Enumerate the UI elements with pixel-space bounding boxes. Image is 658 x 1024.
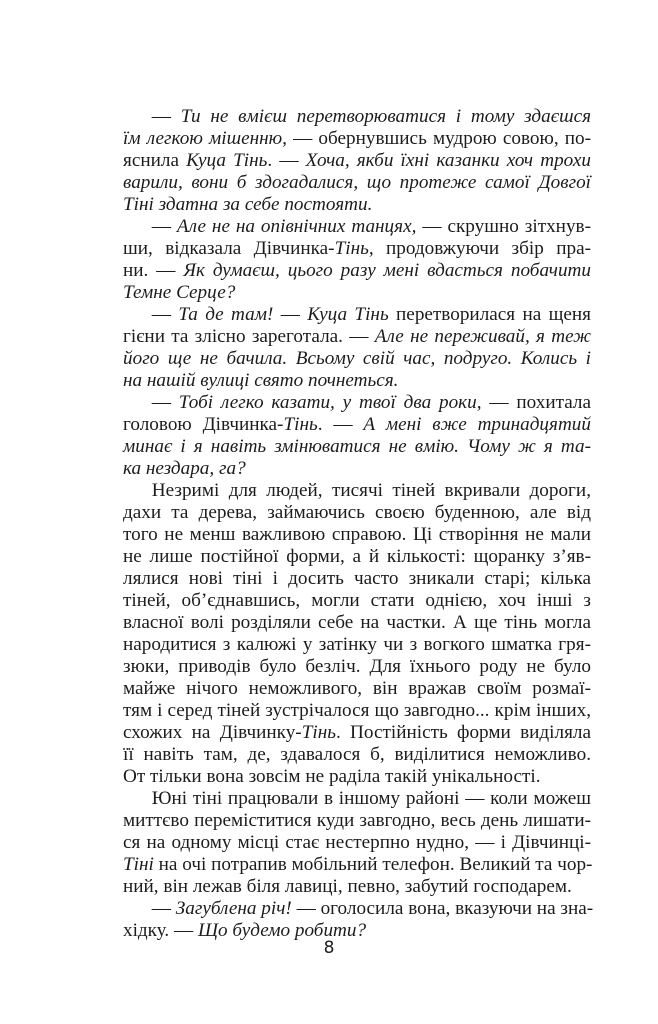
text-segment: —	[123, 216, 177, 237]
text-segment: миттєво переміститися куди завгодно, весь день лишати-	[123, 810, 591, 831]
text-segment: не лише постійної форми, а й кількості: щоранку з’яв-	[123, 546, 591, 567]
text-segment: хідку. —	[123, 920, 198, 941]
text-segment: схожих на Дівчинку-	[123, 722, 302, 743]
text-line	[123, 612, 591, 634]
text-line	[123, 568, 591, 590]
italic-segment: Але не переживай, я теж	[374, 326, 591, 347]
text-segment: яснила	[123, 150, 187, 171]
text-line	[123, 414, 591, 436]
paragraph	[123, 216, 591, 304]
text-line	[123, 150, 591, 172]
text-line	[123, 524, 591, 546]
text-line	[123, 436, 591, 458]
text-line	[123, 766, 591, 788]
text-segment: ся на одному місці стає нестерпно нудно, — і Дівчинці-	[123, 832, 591, 853]
text-segment: майже нічого неможливого, він вражав своїм розмаї-	[123, 678, 591, 699]
text-segment: перетворилася на щеня	[388, 304, 591, 325]
text-line	[123, 722, 591, 744]
text-line	[123, 744, 591, 766]
text-segment: —	[123, 392, 179, 413]
italic-segment: їм легкою мішенню,	[123, 128, 287, 149]
text-line	[123, 590, 591, 612]
text-segment: — похитала	[481, 392, 591, 413]
italic-segment: варили, вони б здогадалися, що протеже самої Довгої	[123, 172, 591, 193]
text-line	[123, 502, 591, 524]
text-line	[123, 128, 591, 150]
text-segment: ний, він лежав біля лавиці, певно, забутий господарем.	[123, 876, 572, 897]
paragraph	[123, 392, 591, 480]
text-segment: . —	[267, 150, 306, 171]
text-segment: . Постійність форми виділяла	[335, 722, 591, 743]
text-segment: тіней, об’єднавшись, могли стати однією, хоч інші з	[123, 590, 591, 611]
text-segment: тям і серед тіней зустрічалося що завгодно... крім інших,	[123, 700, 591, 721]
text-line	[123, 656, 591, 678]
italic-segment: Але не на опівнічних танцях,	[176, 216, 417, 237]
text-segment: на очі потрапив мобільний телефон. Великий та чор-	[153, 854, 593, 875]
italic-segment: Тіні здатна за себе постояти.	[123, 194, 373, 215]
text-segment: Юні тіні працювали в іншому районі — коли можеш	[123, 788, 591, 809]
text-segment: того не менш важливою справою. Ці створіння не мали	[123, 524, 591, 545]
italic-segment: А мені вже тринадцятий	[363, 414, 591, 435]
text-line	[123, 326, 591, 348]
text-segment: Незримі для людей, тисячі тіней вкривали дороги,	[123, 480, 591, 501]
italic-segment: Тінь	[283, 414, 318, 435]
text-line	[123, 832, 591, 854]
text-line	[123, 876, 591, 898]
italic-segment: на нашій вулиці свято почнеться.	[123, 370, 399, 391]
text-line	[123, 700, 591, 722]
text-line	[123, 260, 591, 282]
text-segment: —	[273, 304, 308, 325]
text-segment: зюки, приводів було безліч. Для їхнього роду не було	[123, 656, 591, 677]
italic-segment: Хоча, якби їхні казанки хоч трохи	[305, 150, 591, 171]
text-line	[123, 546, 591, 568]
text-line	[123, 810, 591, 832]
italic-segment: минає і я навіть змінюватися не вмію. Чому ж я та-	[123, 436, 591, 457]
text-line	[123, 194, 591, 216]
text-segment: її навіть там, де, здавалося б, виділитися неможливо.	[123, 744, 591, 765]
text-line	[123, 216, 591, 238]
text-segment: , продовжуючи збір пра-	[368, 238, 591, 259]
text-line	[123, 304, 591, 326]
text-line	[123, 370, 591, 392]
text-segment: — обернувшись мудрою совою, по-	[286, 128, 591, 149]
paragraph	[123, 898, 594, 942]
italic-segment: Тобі легко казати, у твої два роки,	[178, 392, 482, 413]
text-segment: —	[123, 304, 179, 325]
text-line	[123, 238, 591, 260]
text-line	[123, 392, 591, 414]
paragraph	[123, 480, 591, 788]
text-segment: ни. —	[123, 260, 184, 281]
text-line	[123, 348, 591, 370]
text-segment: дахи та дерева, займаючись своєю буденною, але від	[123, 502, 591, 523]
text-line	[123, 854, 591, 876]
italic-segment: Тіні	[123, 854, 154, 875]
text-segment: лялися нові тіні і досить часто зникали старі; кілька	[123, 568, 591, 589]
text-segment: —	[123, 106, 181, 127]
text-segment: власної волі розділяли себе на частки. А ще тінь могла	[123, 612, 591, 633]
text-line	[123, 480, 591, 502]
text-segment: ши, відказала Дівчинка-	[123, 238, 335, 259]
text-line	[123, 172, 591, 194]
italic-segment: Та де там!	[178, 304, 274, 325]
text-segment: . —	[317, 414, 364, 435]
italic-segment: Тінь	[334, 238, 369, 259]
text-segment: головою Дівчинка-	[123, 414, 284, 435]
italic-segment: Тінь	[301, 722, 336, 743]
text-segment: — оголосила вона, вказуючи на зна-	[291, 898, 594, 919]
paragraph	[123, 304, 591, 392]
italic-segment: його ще не бачила. Всьому свій час, подруго. Колись і	[123, 348, 591, 369]
text-segment: гієни та злісно зареготала. —	[123, 326, 375, 347]
italic-segment: Куца Тінь	[186, 150, 268, 171]
text-line	[123, 788, 591, 810]
text-line	[123, 898, 594, 920]
italic-segment: Загублена річ!	[175, 898, 292, 919]
italic-segment: Як думаєш, цього разу мені вдасться побачити	[183, 260, 591, 281]
italic-segment: Куца Тінь	[307, 304, 389, 325]
paragraph	[123, 106, 591, 216]
text-line	[123, 458, 591, 480]
text-segment: —	[123, 898, 176, 919]
italic-segment: Що будемо робити?	[198, 920, 367, 941]
text-segment: народитися з калюжі у затінку чи з вогкого шматка гря-	[123, 634, 591, 655]
text-line	[123, 634, 591, 656]
text-line	[123, 282, 591, 304]
text-segment: — скрушно зітхнув-	[416, 216, 591, 237]
italic-segment: Ти не вмієш перетворюватися і тому здаєшся	[180, 106, 591, 127]
italic-segment: Темне Серце?	[123, 282, 236, 303]
italic-segment: ка нездара, га?	[123, 458, 246, 479]
book-page-text	[123, 106, 594, 942]
text-segment: От тільки вона зовсім не раділа такій унікальності.	[123, 766, 541, 787]
text-line	[123, 678, 591, 700]
paragraph	[123, 788, 591, 898]
text-line	[123, 106, 591, 128]
page-number: 8	[323, 938, 335, 958]
